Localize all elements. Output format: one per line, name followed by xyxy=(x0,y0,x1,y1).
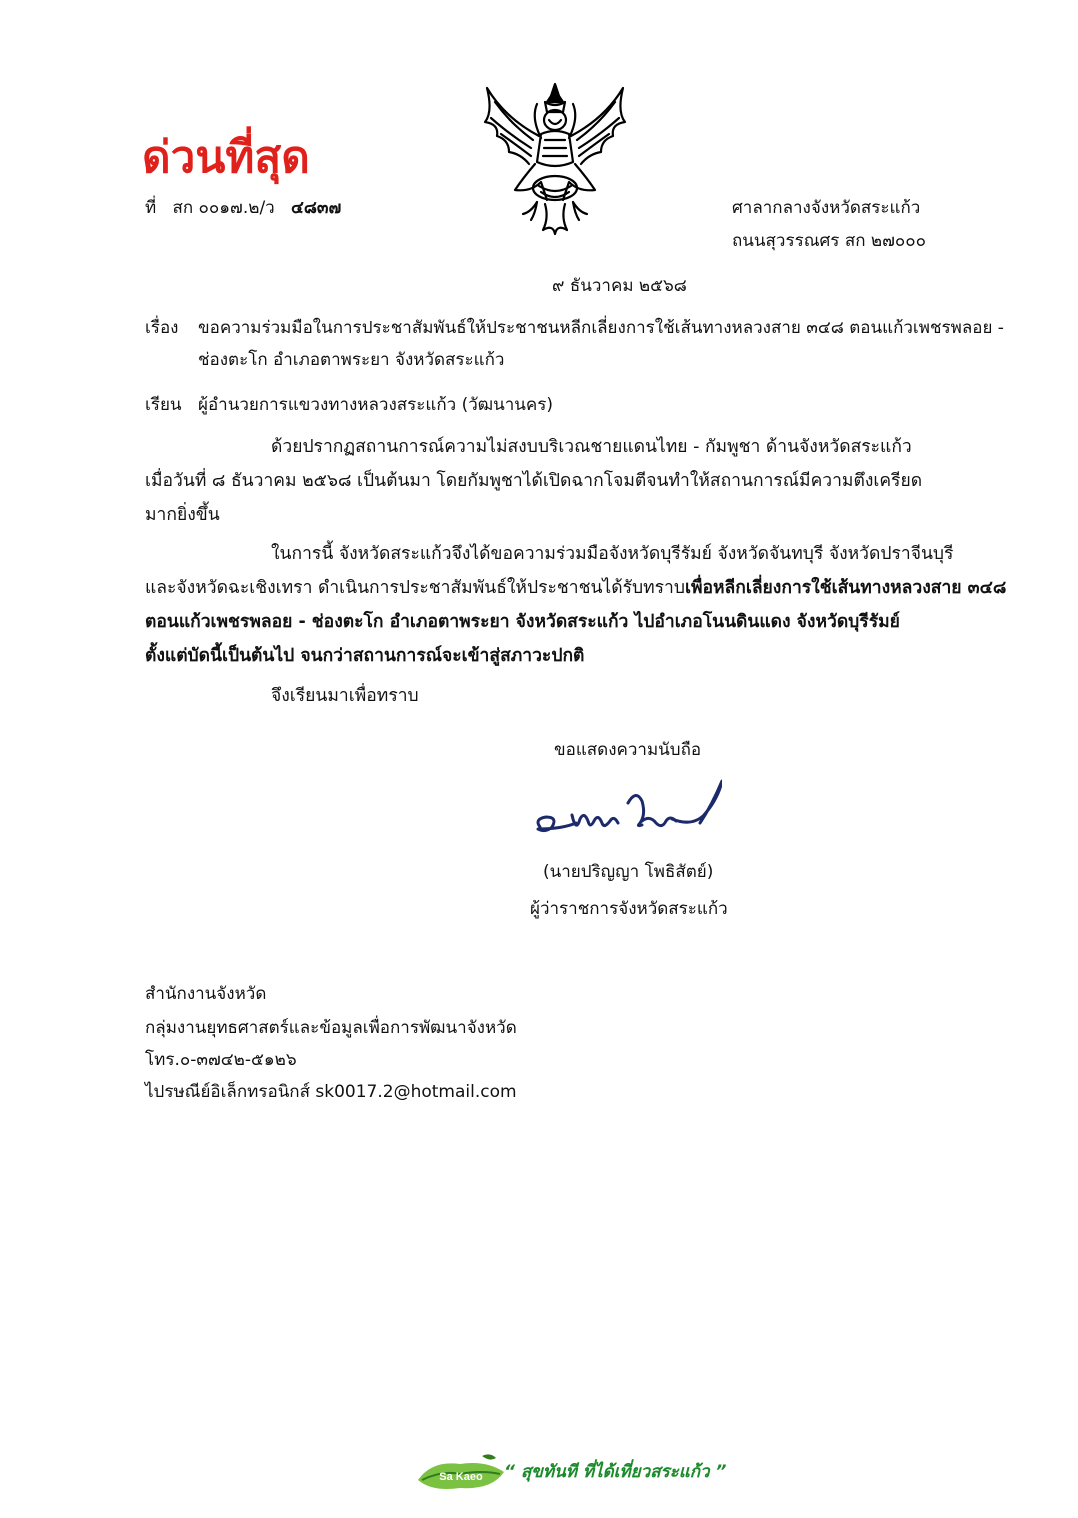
paragraph-2-line-4: ตั้งแต่บัดนี้เป็นต้นไป จนกว่าสถานการณ์จะเข้าสู่สภาวะปกติ xyxy=(145,646,585,666)
paragraph-2-line-2-bold: เพื่อหลีกเลี่ยงการใช้เส้นทางหลวงสาย ๓๔๘ xyxy=(684,578,1007,598)
contact-phone: โทร.๐-๓๗๔๒-๕๑๒๖ xyxy=(145,1050,297,1070)
document-date: ๙ ธันวาคม ๒๕๖๘ xyxy=(552,276,687,296)
closing-line: จึงเรียนมาเพื่อทราบ xyxy=(271,686,419,706)
contact-office: สำนักงานจังหวัด xyxy=(145,984,267,1004)
paragraph-2-line-2 xyxy=(145,571,1006,605)
ref-number: สก ๐๐๑๗.๒/ว xyxy=(172,198,275,218)
subject-line-1: ขอความร่วมมือในการประชาสัมพันธ์ให้ประชาชนหลีกเลี่ยงการใช้เส้นทางหลวงสาย ๓๔๘ ตอนแก้วเพชรพลอย - xyxy=(198,318,1004,338)
paragraph-2-line-1: ในการนี้ จังหวัดสระแก้วจึงได้ขอความร่วมมือจังหวัดบุรีรัมย์ จังหวัดจันทบุรี จังหวัดปราจีนบุรี xyxy=(271,544,954,564)
signatory-title: ผู้ว่าราชการจังหวัดสระแก้ว xyxy=(530,899,728,919)
urgency-heading: ด่วนที่สุด xyxy=(142,132,310,183)
signature-salutation: ขอแสดงความนับถือ xyxy=(554,740,702,760)
addressee-label: เรียน xyxy=(145,395,182,415)
org-address-line1: ศาลากลางจังหวัดสระแก้ว xyxy=(732,198,921,218)
garuda-emblem xyxy=(475,78,635,238)
footer-slogan: “ สุขทันที ที่ได้เที่ยวสระแก้ว ” xyxy=(504,1462,727,1482)
reference-line xyxy=(145,196,341,220)
logo-text: Sa Kaeo xyxy=(439,1471,483,1483)
subject-label: เรื่อง xyxy=(145,318,179,338)
subject-line-2: ช่องตะโก อำเภอตาพระยา จังหวัดสระแก้ว xyxy=(198,350,505,370)
addressee-value: ผู้อำนวยการแขวงทางหลวงสระแก้ว (วัฒนานคร) xyxy=(198,395,554,415)
paragraph-1-line-1: ด้วยปรากฏสถานการณ์ความไม่สงบบริเวณชายแดนไทย - กัมพูชา ด้านจังหวัดสระแก้ว xyxy=(271,437,912,457)
paragraph-2-line-3: ตอนแก้วเพชรพลอย - ช่องตะโก อำเภอตาพระยา จังหวัดสระแก้ว ไปอำเภอโนนดินแดง จังหวัดบุรีรัมย์ xyxy=(145,612,900,632)
ref-id: ๔๘๓๗ xyxy=(290,198,342,218)
paragraph-1 xyxy=(145,430,922,532)
contact-group: กลุ่มงานยุทธศาสตร์และข้อมูลเพื่อการพัฒนาจังหวัด xyxy=(145,1018,517,1038)
paragraph-1-line-3: มากยิ่งขึ้น xyxy=(145,505,220,525)
contact-email: ไปรษณีย์อิเล็กทรอนิกส์ sk0017.2@hotmail.com xyxy=(145,1082,517,1102)
paragraph-1-line-2: เมื่อวันที่ ๘ ธันวาคม ๒๕๖๘ เป็นต้นมา โดยกัมพูชาได้เปิดฉากโจมตีจนทำให้สถานการณ์มีความตึงเครียด xyxy=(145,471,923,491)
province-tourism-logo xyxy=(412,1450,510,1494)
paragraph-2 xyxy=(145,537,1006,673)
handwritten-signature xyxy=(532,775,722,865)
org-address-line2: ถนนสุวรรณศร สก ๒๗๐๐๐ xyxy=(732,231,927,251)
ref-label: ที่ xyxy=(145,198,157,218)
signatory-name: (นายปริญญา โพธิสัตย์) xyxy=(543,862,714,882)
paragraph-2-line-2-normal: และจังหวัดฉะเชิงเทรา ดำเนินการประชาสัมพันธ์ให้ประชาชนได้รับทราบ xyxy=(145,578,685,598)
